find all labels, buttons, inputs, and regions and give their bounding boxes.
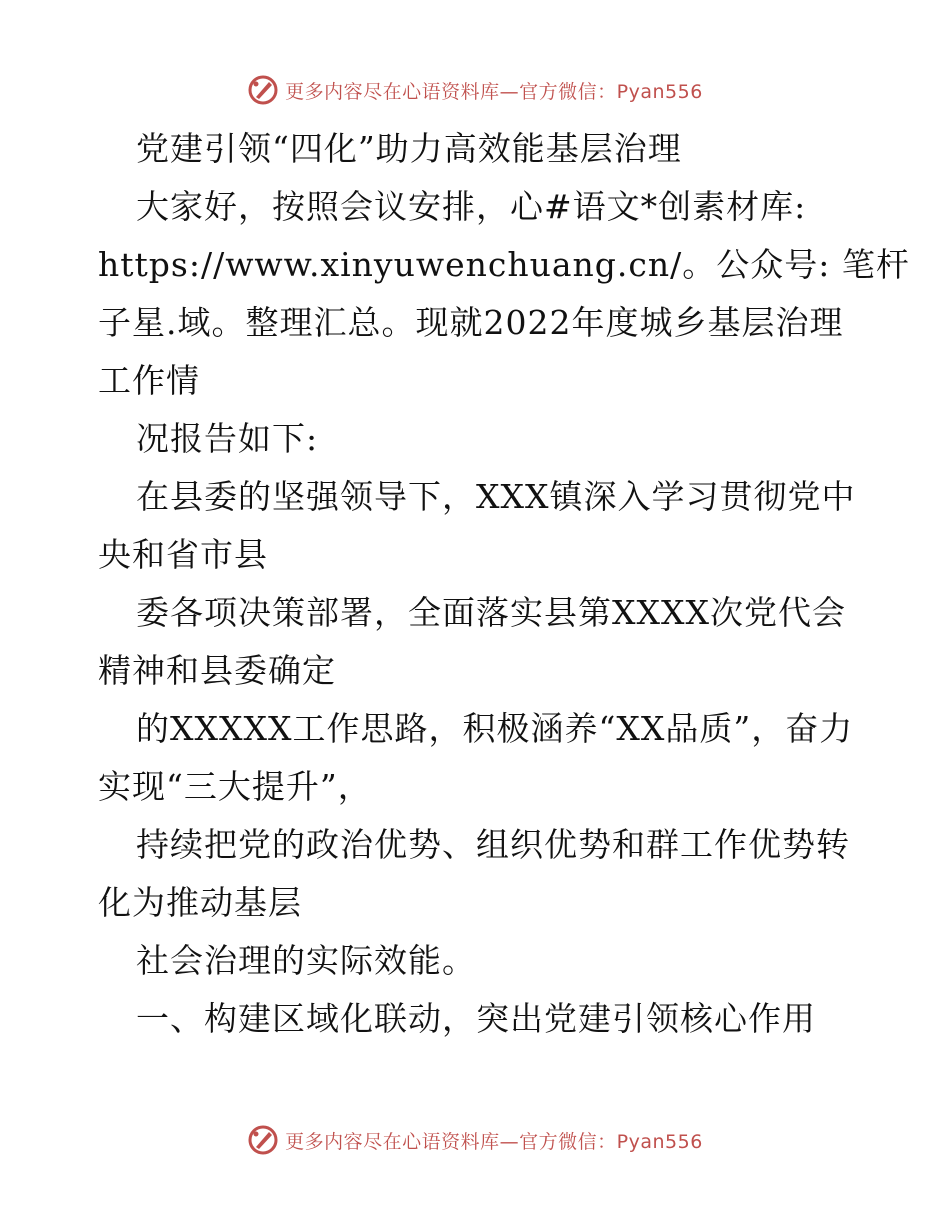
document-line: 社会治理的实际效能。 — [136, 941, 476, 980]
document-line: 化为推动基层 — [98, 883, 302, 922]
document-line: 工作情 — [98, 361, 200, 400]
quill-logo-icon — [247, 74, 279, 106]
header-banner — [0, 70, 950, 110]
header-banner-text: 更多内容尽在心语资料库—官方微信：Pyan556 — [285, 80, 703, 103]
document-line: 子星.域。整理汇总。现就2022年度城乡基层治理 — [98, 303, 844, 342]
document-line: 委各项决策部署，全面落实县第XXXX次党代会 — [136, 593, 846, 632]
document-line: 精神和县委确定 — [98, 651, 336, 690]
document-title: 党建引领“四化”助力高效能基层治理 — [136, 129, 682, 168]
footer-banner — [0, 1120, 950, 1160]
document-line: 央和省市县 — [98, 535, 268, 574]
footer-banner-text: 更多内容尽在心语资料库—官方微信：Pyan556 — [285, 1130, 703, 1153]
document-line: 实现“三大提升”， — [98, 767, 372, 806]
document-body — [98, 120, 910, 1048]
quill-logo-icon — [247, 1124, 279, 1156]
document-line: 大家好，按照会议安排，心#语文*创素材库: — [136, 187, 807, 226]
document-line: 的XXXXX工作思路，积极涵养“XX品质”，奋力 — [136, 709, 854, 748]
document-line: 持续把党的政治优势、组织优势和群工作优势转 — [136, 825, 850, 864]
document-line: https://www.xinyuwenchuang.cn/。公众号: 笔杆 — [98, 245, 910, 284]
document-line: 一、构建区域化联动，突出党建引领核心作用 — [136, 999, 816, 1038]
document-line: 况报告如下: — [136, 419, 319, 458]
document-line: 在县委的坚强领导下，XXX镇深入学习贯彻党中 — [136, 477, 856, 516]
